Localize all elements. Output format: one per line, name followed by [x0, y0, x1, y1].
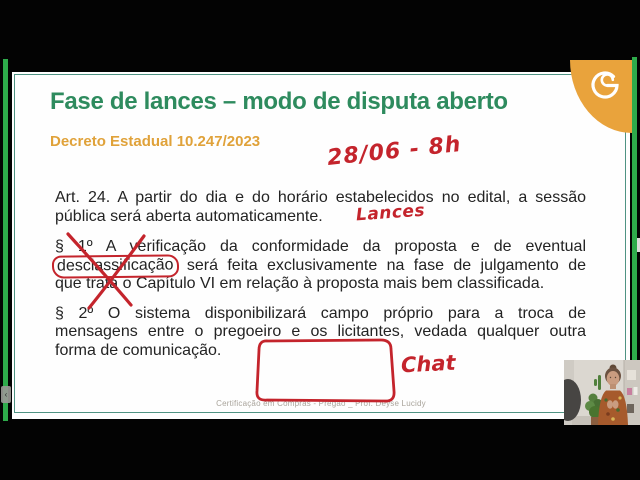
paragraph-section-2: [55, 305, 586, 361]
chevron-left-icon: ‹: [4, 390, 8, 399]
edge-panel-toggle[interactable]: [1, 386, 11, 403]
left-accent-stripe: [3, 59, 8, 421]
paragraph-line: [55, 257, 586, 276]
paragraph-line: § 2º O sistema disponibilizará campo próprio para a troca de: [55, 304, 586, 322]
paragraph-line: que trata o Capítulo VI em relação à proposta mais bem classificada.: [55, 275, 545, 292]
paragraph-section-1: [55, 238, 586, 294]
paragraph-line: Art. 24. A partir do dia e do horário estabelecidos no edital, a sessão: [55, 189, 586, 206]
boxed-word-desclassificacao: desclassificação: [52, 254, 179, 278]
paragraph-line-text: será feita exclusivamente na fase de julgamento de: [177, 256, 586, 274]
slide-subtitle: Decreto Estadual 10.247/2023: [50, 133, 261, 150]
paragraph-line: forma de comunicação.: [55, 341, 222, 359]
webcam-overlay: [564, 360, 640, 425]
g-spiral-icon: [587, 67, 623, 103]
handwritten-lances-note: Lances: [355, 200, 426, 226]
presenter-scene: [564, 360, 640, 425]
paragraph-art-24: [55, 189, 586, 226]
slide-title: Fase de lances – modo de disputa aberto: [50, 88, 508, 115]
article-text: [55, 189, 586, 360]
paragraph-line: § 1º A verificação da conformidade da proposta e de eventual: [55, 238, 586, 255]
handwritten-chat-note: Chat: [400, 350, 457, 378]
handwritten-date-note: 28/06 - 8h: [326, 132, 463, 171]
paragraph-line: pública será aberta automaticamente.: [55, 207, 323, 225]
footer-credit: Certificação em Compras - Pregão _ Prof. Deyse Lucidy: [216, 399, 426, 408]
paragraph-line: mensagens entre o pregoeiro e os licitantes, vedada qualquer outra: [55, 323, 586, 340]
